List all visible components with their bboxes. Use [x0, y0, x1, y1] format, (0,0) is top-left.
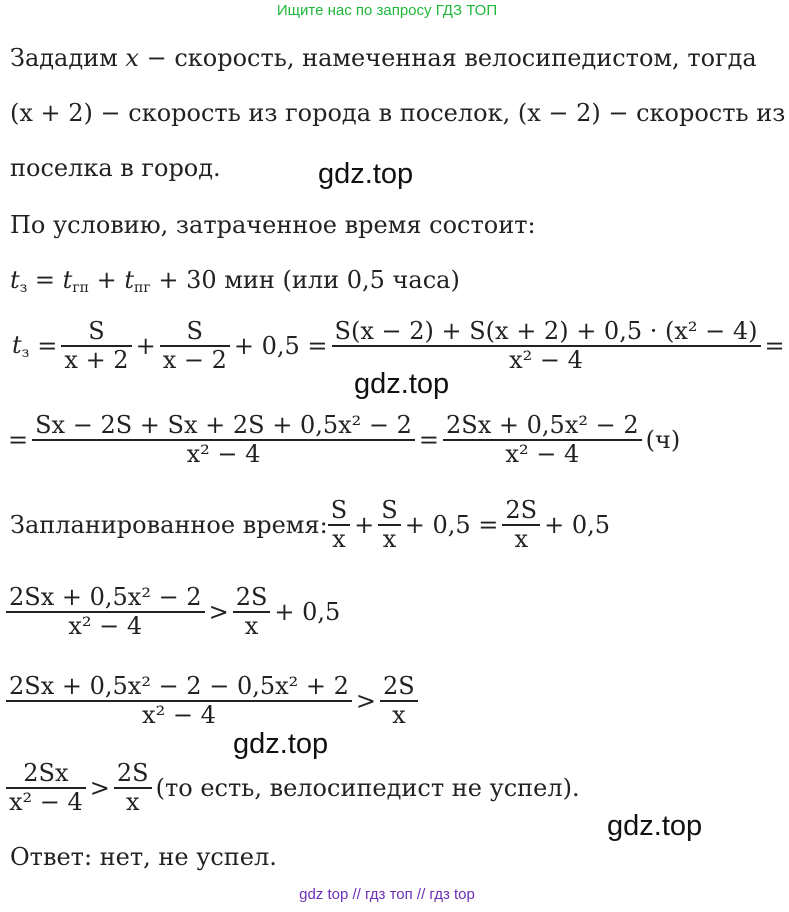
intro-text: Зададим: [10, 44, 126, 72]
numerator: 2Sx + 0,5x² − 2: [6, 584, 205, 613]
var-t: t: [12, 330, 22, 359]
denominator: x: [392, 700, 406, 729]
intro-line-2: (x + 2) − скорость из города в поселок, (x − 2) − скорость из: [10, 99, 786, 127]
inequality-3: [6, 760, 584, 816]
numerator: 2Sx + 0,5x² − 2: [443, 412, 642, 441]
op: + 0,5: [274, 597, 341, 626]
op: +: [135, 331, 156, 360]
sub-z: з: [21, 344, 30, 361]
op: + 0,5 =: [404, 510, 499, 539]
inequality-2: [6, 673, 418, 729]
sub-gp: гп: [72, 280, 89, 296]
fraction: [6, 584, 205, 640]
watermark: gdz.top: [233, 728, 329, 760]
fraction: [32, 412, 415, 468]
simplified-equation: [4, 412, 684, 468]
op: +: [354, 510, 375, 539]
planned-time-equation: [10, 497, 614, 553]
denominator: x: [332, 524, 346, 553]
fraction: [6, 673, 352, 729]
op: +: [89, 266, 125, 294]
op: =: [764, 331, 785, 360]
op: =: [27, 266, 63, 294]
fraction: [378, 497, 400, 553]
numerator: 2S: [114, 760, 152, 789]
condition-text: По условию, затраченное время состоит:: [10, 211, 536, 239]
fraction: [6, 760, 86, 816]
fraction: [332, 318, 761, 374]
var-t: t: [62, 266, 73, 294]
denominator: x + 2: [64, 345, 129, 374]
watermark: gdz.top: [354, 368, 450, 400]
var-t: t: [124, 266, 135, 294]
op: + 0,5 =: [233, 331, 328, 360]
var-t: t: [10, 266, 20, 294]
watermark: gdz.top: [318, 158, 414, 190]
intro-line-3: поселка в город.: [10, 154, 221, 182]
denominator: x² − 4: [68, 611, 143, 640]
answer-text: Ответ: нет, не успел.: [10, 843, 277, 871]
intro-text: − скорость, намеченная велосипедистом, тогда: [138, 44, 757, 72]
search-banner: Ищите нас по запросу ГДЗ ТОП: [276, 2, 498, 19]
fraction: [443, 412, 642, 468]
numerator: Sx − 2S + Sx + 2S + 0,5x² − 2: [32, 412, 415, 441]
intro-line-1: [10, 44, 757, 72]
op: >: [89, 773, 110, 802]
denominator: x: [244, 611, 259, 640]
fraction: [160, 318, 230, 374]
planned-label: Запланированное время:: [10, 510, 328, 539]
op: =: [418, 425, 440, 454]
denominator: x² − 4: [142, 700, 216, 729]
denominator: x: [382, 524, 397, 553]
numerator: 2S: [502, 497, 540, 526]
numerator: 2S: [380, 673, 418, 702]
op: + 0,5: [544, 510, 610, 539]
op: >: [208, 597, 229, 626]
denominator: x² − 4: [505, 439, 580, 468]
numerator: S: [328, 497, 350, 526]
time-fraction-equation: [8, 318, 789, 374]
fraction: [502, 497, 540, 553]
denominator: x² − 4: [509, 345, 583, 374]
denominator: x² − 4: [9, 787, 83, 816]
numerator: 2Sx: [6, 760, 86, 789]
variable-x: x: [125, 44, 139, 72]
op: =: [8, 425, 29, 454]
numerator: S(x − 2) + S(x + 2) + 0,5 · (x² − 4): [332, 318, 761, 347]
numerator: S: [61, 318, 131, 347]
conclusion-text: (то есть, велосипедист не успел).: [155, 773, 580, 802]
numerator: 2S: [233, 584, 271, 613]
denominator: x − 2: [162, 345, 227, 374]
footer-links[interactable]: gdz top // гдз топ // гдз top: [299, 886, 475, 903]
watermark: gdz.top: [607, 810, 703, 842]
fraction: [233, 584, 271, 640]
fraction: [380, 673, 418, 729]
denominator: x: [514, 524, 528, 553]
numerator: 2Sx + 0,5x² − 2 − 0,5x² + 2: [6, 673, 352, 702]
op: =: [37, 331, 58, 360]
inequality-1: [6, 584, 344, 640]
denominator: x² − 4: [186, 439, 261, 468]
unit-label: (ч): [645, 425, 681, 454]
denominator: x: [125, 787, 140, 816]
op: >: [355, 686, 377, 715]
eq-rest: + 30 мин (или 0,5 часа): [150, 266, 460, 294]
time-equation: [10, 266, 460, 296]
fraction: [328, 497, 350, 553]
sub-pg: пг: [134, 280, 151, 296]
numerator: S: [378, 497, 400, 526]
fraction: [114, 760, 152, 816]
numerator: S: [160, 318, 230, 347]
fraction: [61, 318, 131, 374]
sub-z: з: [19, 280, 28, 296]
